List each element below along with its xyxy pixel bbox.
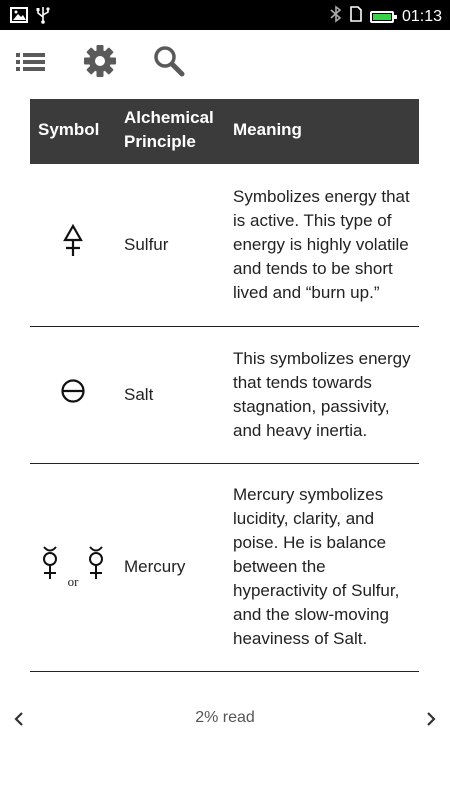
header-meaning: Meaning [233, 120, 302, 139]
meaning-text: Mercury symbolizes lucidity, clarity, and poise. He is balance between the hyperactivity of Sulfur, and the slow-moving heaviness of Salt. [233, 485, 400, 648]
symbol-cell [30, 164, 116, 326]
principle-cell: Sulfur [116, 164, 225, 326]
status-bar [0, 0, 450, 30]
symbol-cell [30, 326, 116, 463]
alchemy-table-container [30, 99, 419, 672]
table-row [30, 463, 419, 671]
list-icon[interactable] [14, 44, 48, 78]
symbol-cell [30, 463, 116, 671]
battery-icon [370, 11, 394, 23]
meaning-cell [225, 164, 419, 326]
gear-icon[interactable] [83, 44, 117, 78]
usb-icon [36, 6, 50, 29]
reading-progress: 2% read [195, 709, 255, 726]
status-time: 01:13 [401, 7, 442, 25]
status-left-icons [10, 6, 50, 29]
search-icon[interactable] [152, 44, 186, 78]
meaning-text: Symbolizes energy that is active. This type of energy is highly volatile and tends to be short lived and “burn up.” [233, 186, 410, 302]
principle-cell: Salt [116, 326, 225, 463]
principle-cell: Mercury [116, 463, 225, 671]
next-page-button[interactable] [420, 708, 442, 730]
chevron-right-icon [420, 708, 442, 730]
bluetooth-icon [330, 5, 342, 28]
image-icon [10, 7, 28, 28]
meaning-text: This symbolizes energy that tends towards stagnation, passivity, and heavy inertia. [233, 348, 411, 440]
symbol-or-text: or [67, 574, 79, 589]
sim-icon [350, 6, 362, 27]
table-row [30, 326, 419, 463]
header-principle: Alchemical Principle [124, 108, 214, 151]
table-header-row [30, 99, 419, 164]
sulfur-symbol-icon [62, 243, 84, 262]
reader-footer [0, 700, 450, 740]
salt-symbol-icon [60, 389, 86, 408]
alchemy-table [30, 99, 419, 672]
meaning-cell [225, 326, 419, 463]
status-right-icons [330, 5, 442, 28]
battery-fill [373, 14, 391, 20]
table-row [30, 164, 419, 326]
toolbar [0, 30, 450, 92]
mercury-symbol-alt-icon [86, 565, 106, 584]
header-symbol: Symbol [38, 120, 100, 139]
mercury-symbol-icon [40, 565, 65, 584]
meaning-cell [225, 463, 419, 671]
